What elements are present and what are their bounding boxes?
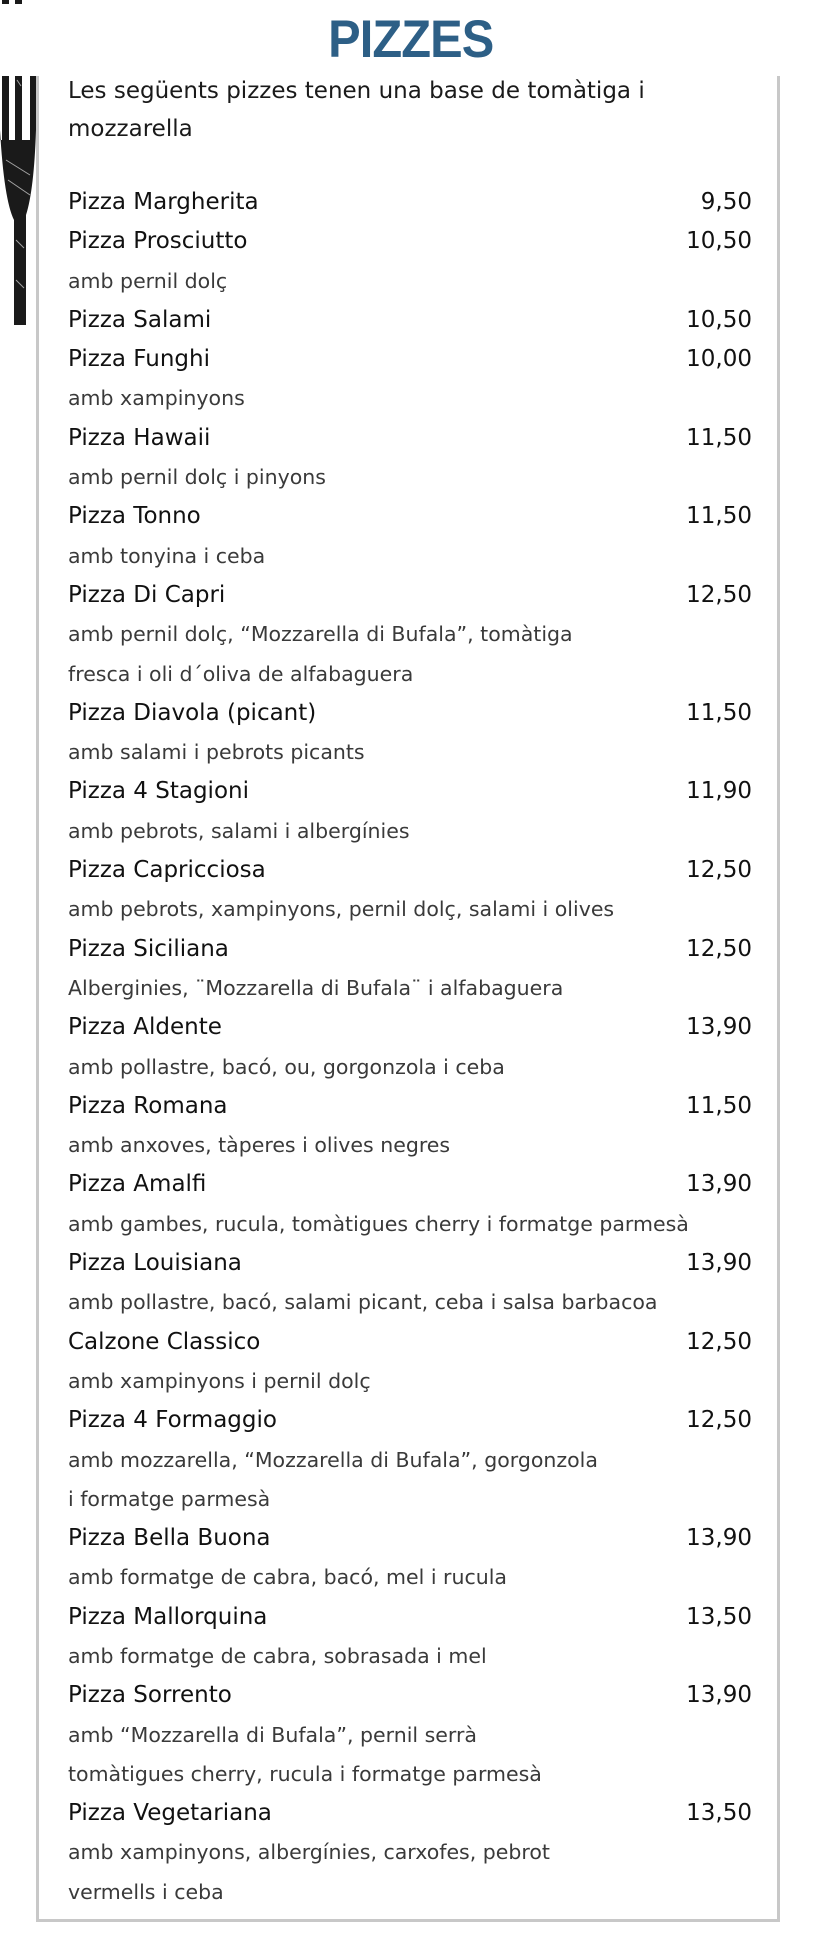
menu-item xyxy=(68,419,752,458)
item-description: amb mozzarella, “Mozzarella di Bufala”, gorgonzola xyxy=(68,1447,598,1472)
item-name: Calzone Classico xyxy=(68,1328,261,1355)
item-description: amb pollastre, bacó, ou, gorgonzola i ceba xyxy=(68,1054,505,1079)
item-price: 10,50 xyxy=(686,228,752,255)
item-price: 13,90 xyxy=(686,1525,752,1552)
menu-item xyxy=(68,1165,752,1204)
item-description: i formatge parmesà xyxy=(68,1486,271,1511)
menu-item xyxy=(68,1244,752,1283)
item-name: Pizza Louisiana xyxy=(68,1250,242,1277)
menu-item xyxy=(68,1401,752,1440)
item-price: 9,50 xyxy=(700,189,752,215)
item-price: 12,50 xyxy=(686,581,752,608)
menu-item xyxy=(68,1794,752,1833)
item-description: amb tonyina i ceba xyxy=(68,543,266,568)
item-description: amb pernil dolç i pinyons xyxy=(68,465,326,490)
item-name: Pizza Siciliana xyxy=(68,935,229,962)
intro-text xyxy=(68,72,708,148)
menu-item xyxy=(68,1323,752,1362)
menu-item xyxy=(68,772,752,811)
menu-item xyxy=(68,301,752,340)
menu-item xyxy=(68,576,752,615)
menu-item xyxy=(68,183,752,222)
item-description: amb formatge de cabra, bacó, mel i rucula xyxy=(68,1565,507,1590)
item-description: amb anxoves, tàperes i olives negres xyxy=(68,1133,451,1158)
item-name: Pizza Hawaii xyxy=(68,424,211,451)
pizza-menu-list xyxy=(68,183,752,1912)
item-price: 13,90 xyxy=(686,1014,752,1041)
item-price: 13,90 xyxy=(686,1250,752,1277)
item-name: Pizza 4 Stagioni xyxy=(68,778,249,805)
item-name: Pizza Bella Buona xyxy=(68,1525,271,1552)
item-name: Pizza Mallorquina xyxy=(68,1603,268,1630)
item-description: amb pernil dolç, “Mozzarella di Bufala”, tomàtiga xyxy=(68,622,573,647)
item-description: amb xampinyons i pernil dolç xyxy=(68,1368,371,1393)
item-name: Pizza Funghi xyxy=(68,346,210,373)
intro-line-2: mozzarella xyxy=(68,116,193,142)
menu-item xyxy=(68,694,752,733)
menu-item xyxy=(68,851,752,890)
item-name: Pizza Tonno xyxy=(68,503,201,530)
item-description: amb pebrots, xampinyons, pernil dolç, salami i olives xyxy=(68,897,615,922)
item-description: amb xampinyons, albergínies, carxofes, pebrot xyxy=(68,1840,550,1865)
menu-item xyxy=(68,1087,752,1126)
item-name: Pizza Aldente xyxy=(68,1014,222,1041)
item-price: 11,50 xyxy=(686,699,752,726)
item-price: 11,50 xyxy=(686,1092,752,1119)
item-name: Pizza 4 Formaggio xyxy=(68,1407,277,1434)
menu-item xyxy=(68,340,752,379)
item-price: 11,50 xyxy=(686,503,752,530)
item-name: Pizza Salami xyxy=(68,306,212,333)
item-price: 13,90 xyxy=(686,1682,752,1709)
item-name: Pizza Margherita xyxy=(68,189,259,215)
item-description: amb “Mozzarella di Bufala”, pernil serrà xyxy=(68,1722,477,1747)
item-name: Pizza Amalfi xyxy=(68,1171,207,1198)
item-name: Pizza Di Capri xyxy=(68,581,226,608)
item-description: Alberginies, ¨Mozzarella di Bufala¨ i alfabaguera xyxy=(68,975,564,1000)
item-description: amb gambes, rucula, tomàtigues cherry i formatge parmesà xyxy=(68,1211,689,1236)
item-name: Pizza Romana xyxy=(68,1092,228,1119)
item-price: 11,90 xyxy=(686,778,752,805)
item-price: 10,50 xyxy=(686,306,752,333)
menu-item xyxy=(68,222,752,261)
item-price: 12,50 xyxy=(686,1328,752,1355)
item-price: 12,50 xyxy=(686,857,752,884)
item-description: fresca i oli d´oliva de alfabaguera xyxy=(68,661,414,686)
item-price: 12,50 xyxy=(686,1407,752,1434)
item-description: amb salami i pebrots picants xyxy=(68,740,365,765)
item-description: tomàtigues cherry, rucula i formatge parmesà xyxy=(68,1761,542,1786)
menu-item xyxy=(68,1676,752,1715)
item-name: Pizza Sorrento xyxy=(68,1682,232,1709)
item-description: amb xampinyons xyxy=(68,386,245,411)
menu-item xyxy=(68,497,752,536)
item-name: Pizza Capricciosa xyxy=(68,857,266,884)
menu-item xyxy=(68,1598,752,1637)
item-price: 13,50 xyxy=(686,1603,752,1630)
item-description: amb pebrots, salami i albergínies xyxy=(68,818,410,843)
item-price: 13,90 xyxy=(686,1171,752,1198)
item-description: amb pernil dolç xyxy=(68,268,228,293)
menu-item xyxy=(68,1519,752,1558)
page-title: PIZZES xyxy=(0,4,822,76)
item-price: 11,50 xyxy=(686,424,752,451)
item-description: amb pollastre, bacó, salami picant, ceba i salsa barbacoa xyxy=(68,1290,658,1315)
item-name: Pizza Vegetariana xyxy=(68,1800,272,1827)
menu-item xyxy=(68,930,752,969)
item-name: Pizza Diavola (picant) xyxy=(68,699,317,726)
intro-line-1: Les següents pizzes tenen una base de tomàtiga i xyxy=(68,78,645,104)
item-description: vermells i ceba xyxy=(68,1879,224,1904)
item-name: Pizza Prosciutto xyxy=(68,228,248,255)
item-price: 12,50 xyxy=(686,935,752,962)
item-description: amb formatge de cabra, sobrasada i mel xyxy=(68,1643,487,1668)
menu-item xyxy=(68,1008,752,1047)
item-price: 13,50 xyxy=(686,1800,752,1827)
item-price: 10,00 xyxy=(686,346,752,373)
